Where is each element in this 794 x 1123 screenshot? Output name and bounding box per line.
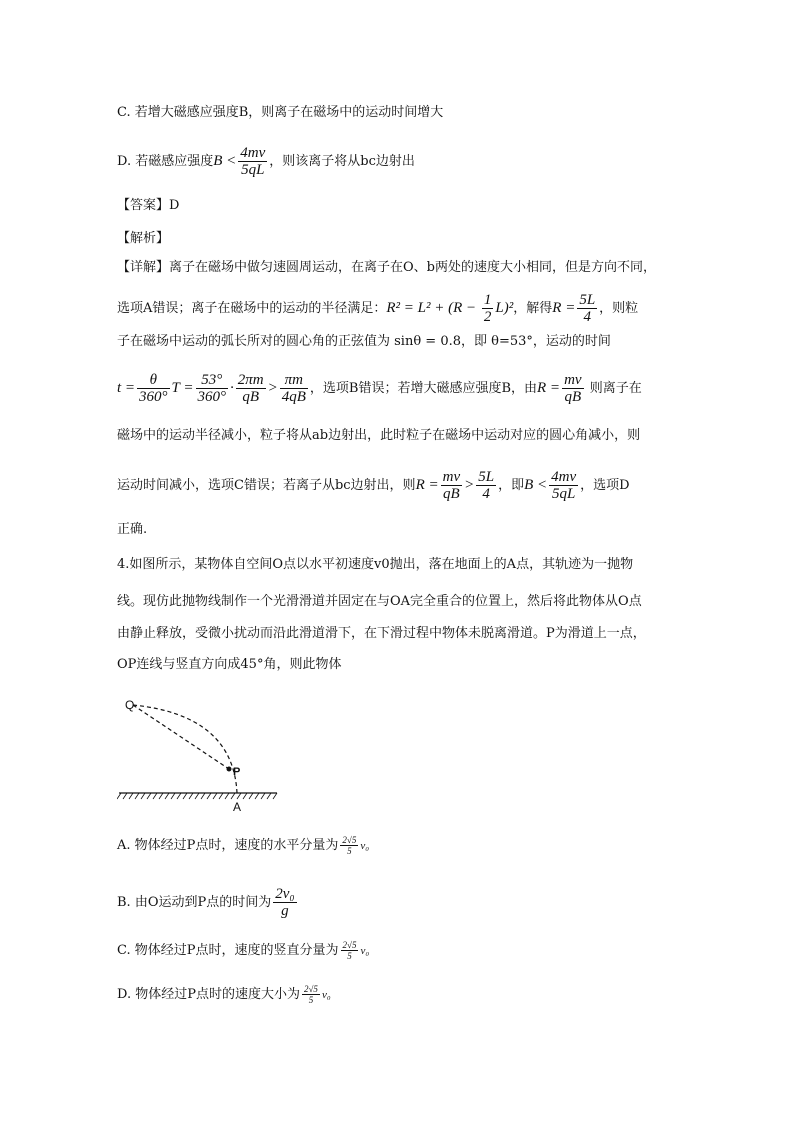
label-a: A xyxy=(233,800,242,814)
label-o: Q xyxy=(125,698,135,712)
q4-option-d: D. 物体经过P点时的速度大小为 $\frac{2√5}{5}$ v₀ xyxy=(117,984,331,1005)
fraction-2v0-over-g: $\frac{\text{2v₀}}{g}$ xyxy=(275,886,295,919)
op-chord xyxy=(133,705,229,769)
detail-line-4: t = $\frac{\theta}{360^\circ}$ T = $\frac{53^\circ}{360^\circ}$ · $\frac{2\pi m}{qB}$ > $\frac{\pi m}{4qB}$ ，选项B错误；若增大磁感应强度B，由R = $\frac{mv}{qB}$ 则离子在 xyxy=(117,372,642,405)
formula-r-mvqb: R = $\frac{mv}{qB}$ xyxy=(537,372,582,405)
detail-line-7: 正确. xyxy=(117,522,148,537)
q4-stem-line-3: 由静止释放，受微小扰动而沿此滑道滑下，在下滑过程中物体未脱离滑道。P为滑道上一点， xyxy=(117,626,646,641)
q4-option-b: B. 由O运动到P点的时间为 $\frac{\text{2v₀}}{g}$ xyxy=(117,886,295,919)
q4-stem-line-1: 4.如图所示，某物体自空间O点以水平初速度v0抛出，落在地面上的A点，其轨迹为一抛物 xyxy=(117,557,634,572)
fraction-2root5-over-5: $\frac{2√5}{5}$ xyxy=(342,835,357,856)
detail-line-5: 磁场中的运动半径减小，粒子将从ab边射出，此时粒子在磁场中运动对应的圆心角减小，则 xyxy=(117,428,641,443)
fraction-2root5-over-5: $\frac{2√5}{5}$ xyxy=(303,984,318,1005)
q4-option-c: C. 物体经过P点时，速度的竖直分量为 $\frac{2√5}{5}$ v₀ xyxy=(117,940,370,961)
answer: 【答案】D xyxy=(117,198,180,213)
q4-stem-line-2: 线。现仿此抛物线制作一个光滑滑道并固定在与OA完全重合的位置上，然后将此物体从O点 xyxy=(117,594,642,609)
detail-line-3: 子在磁场中运动的弧长所对的圆心角的正弦值为 sinθ = 0.8，即 θ=53°，运动的时间 xyxy=(117,334,611,349)
ground-hatching xyxy=(117,793,277,799)
q3-option-d: D. 若磁感应强度B < $\frac{4mv}{5qL}$ ，则该离子将从bc边射出 xyxy=(117,145,415,178)
q3-option-c: C. 若增大磁感应强度B，则离子在磁场中的运动时间增大 xyxy=(117,105,444,120)
parabola-trajectory xyxy=(133,705,237,793)
formula-time: t = $\frac{\theta}{360^\circ}$ T = $\frac{53^\circ}{360^\circ}$ · $\frac{2\pi m}{qB}$ > $\frac{\pi m}{4qB}$ xyxy=(117,372,306,405)
formula-radius: R² = L² + (R − $\frac{1}{2}$ L)² xyxy=(386,292,514,325)
point-p-dot xyxy=(227,767,232,772)
detail-line-6: 运动时间减小，选项C错误；若离子从bc边射出，则R = $\frac{mv}{qB}$ > $\frac{5L}{4}$ ，即B < $\frac{4mv}{5qL}$ ，选项D xyxy=(117,469,630,502)
detail-line-2: 选项A错误；离子在磁场中的运动的半径满足：R² = L² + (R − $\frac{1}{2}$ L)²，解得R = $\frac{5L}{4}$ ，则粒 xyxy=(117,292,639,325)
fraction-2root5-over-5: $\frac{2√5}{5}$ xyxy=(342,940,357,961)
trajectory-figure xyxy=(117,693,287,818)
label-p: P xyxy=(233,766,241,778)
formula-b-lt: B < $\frac{4mv}{5qL}$ xyxy=(213,145,266,178)
formula-r-result: R = $\frac{5L}{4}$ xyxy=(552,292,596,325)
formula-b-compare: B < $\frac{4mv}{5qL}$ xyxy=(524,469,577,502)
q4-option-a: A. 物体经过P点时，速度的水平分量为 $\frac{2√5}{5}$ v₀ xyxy=(117,835,370,856)
detail-line-1: 【详解】离子在磁场中做匀速圆周运动，在离子在O、b两处的速度大小相同，但是方向不同， xyxy=(117,260,656,275)
formula-r-compare: R = $\frac{mv}{qB}$ > $\frac{5L}{4}$ xyxy=(415,469,495,502)
q4-stem-line-4: OP连线与竖直方向成45°角，则此物体 xyxy=(117,657,342,672)
analysis-heading: 【解析】 xyxy=(117,231,170,246)
